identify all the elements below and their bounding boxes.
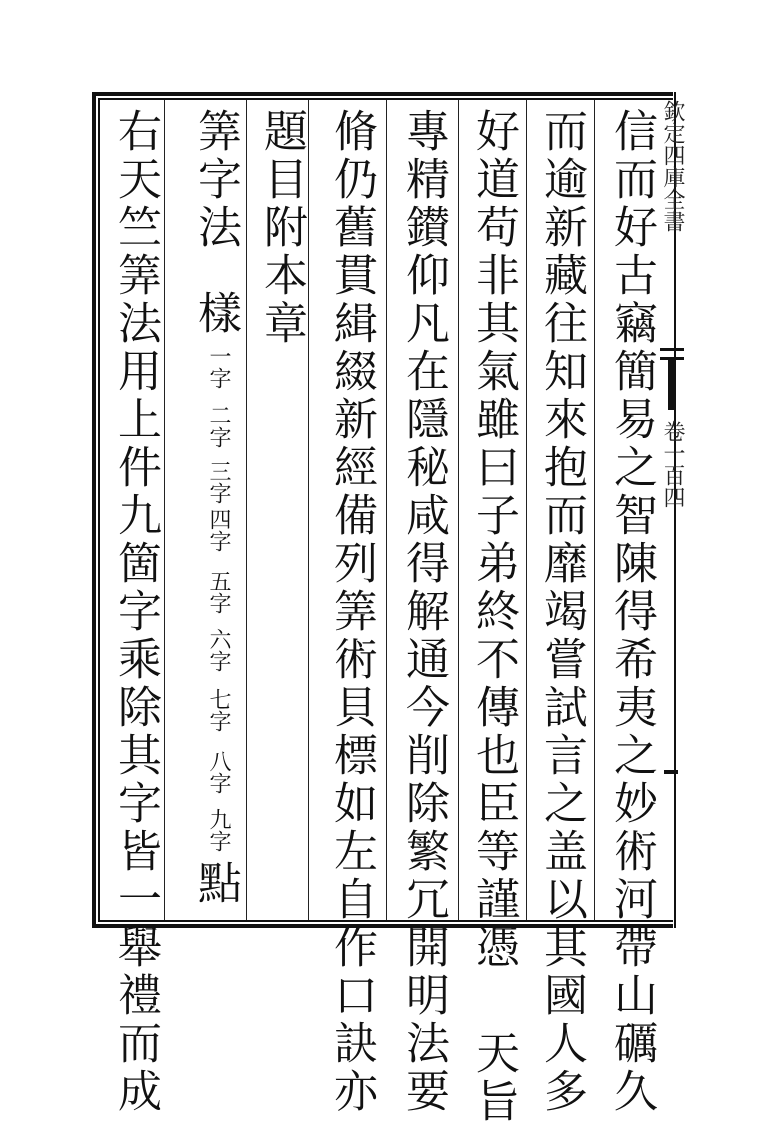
text-column-1 (606, 108, 657, 1116)
column-3-text-honorific: 天旨 (468, 1030, 519, 1126)
column-rule (164, 100, 165, 920)
text-column-4 (398, 108, 449, 1116)
column-rule (526, 100, 527, 920)
column-7-heading: 筭字法 (190, 108, 241, 252)
digit-sample-8: 八字 (206, 750, 231, 794)
digit-sample-3: 三字 (206, 460, 231, 504)
inner-rule-left (98, 98, 100, 922)
column-3-text-main: 好道苟非其氣雖曰子弟終不傳也臣等謹憑 (468, 108, 519, 972)
digit-sample-4: 四字 (206, 508, 231, 552)
column-rule (458, 100, 459, 920)
text-column-8 (110, 108, 161, 1116)
text-column-5 (326, 108, 377, 1116)
digit-sample-7: 七字 (206, 688, 231, 732)
fore-edge-volume: 卷一百四 (660, 420, 685, 508)
column-rule (308, 100, 309, 920)
column-6-text: 題目附本章 (256, 108, 307, 348)
digit-sample-6: 六字 (206, 628, 231, 672)
column-2-text: 而逾新藏往知來抱而靡竭嘗試言之盖以其國人多 (536, 108, 587, 1116)
text-column-2 (536, 108, 587, 1116)
column-7-end-text: 點 (190, 860, 241, 908)
column-8-text: 右天竺筭法用上件九箇字乘除其字皆一舉禮而成 (110, 108, 161, 1116)
fore-edge-title: 欽定四庫全書 (660, 100, 685, 232)
column-5-text: 脩仍舊貫緝綴新經備列筭術貝標如左自作口訣亦 (326, 108, 377, 1116)
digit-sample-9: 九字 (206, 808, 231, 852)
text-column-3 (468, 108, 519, 1126)
column-7-sample-label-text: 樣 (190, 290, 241, 338)
fish-tail-mark (660, 348, 684, 360)
digit-sample-5: 五字 (206, 570, 231, 614)
column-1-text: 信而好古竊簡易之智陳得希夷之妙術河帶山礪久 (606, 108, 657, 1116)
text-column-7-end (190, 860, 240, 916)
column-4-text: 專精鑚仰凡在隱秘咸得解通今削除繁冗開明法要 (398, 108, 449, 1116)
digit-sample-2: 二字 (206, 404, 231, 448)
digit-sample-1: 一字 (206, 345, 231, 389)
column-rule (386, 100, 387, 920)
text-column-6 (256, 108, 306, 916)
fore-edge-mark (664, 770, 678, 774)
column-rule (246, 100, 247, 920)
column-rule (594, 100, 595, 920)
text-column-7-sample-label (190, 290, 240, 350)
fore-edge-block (668, 360, 674, 410)
